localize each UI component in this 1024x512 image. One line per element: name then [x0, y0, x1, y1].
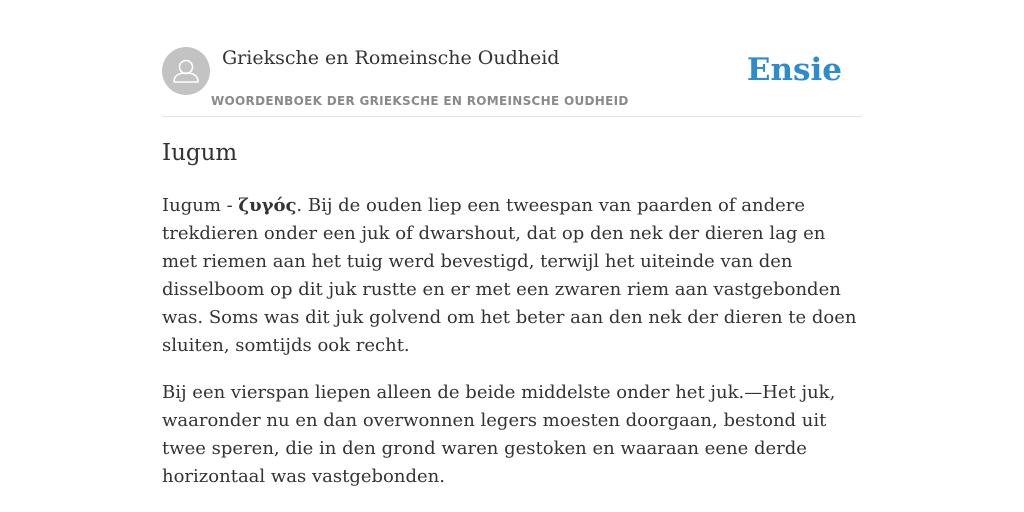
entry-title: Iugum: [162, 140, 238, 166]
page-header: [162, 46, 862, 117]
entry-body: [162, 192, 862, 510]
source-subtitle: WOORDENBOEK DER GRIEKSCHE EN ROMEINSCHE OUDHEID: [211, 94, 629, 108]
entry-text: . Bij de ouden liep een tweespan van paarden of andere trekdieren onder een juk of dwarshout, dat op den nek der dieren lag en met riemen aan het tuig werd bevestigd, terwijl het uiteinde van den disselboom op dit juk rustte en er met een zwaren riem aan vastgebonden was. Soms was dit juk golvend om het beter aan den nek der dieren te doen sluiten, somtijds ook recht.: [162, 195, 857, 356]
entry-paragraph: [162, 192, 862, 360]
source-title[interactable]: Grieksche en Romeinsche Oudheid: [222, 47, 560, 69]
user-icon[interactable]: [162, 47, 210, 95]
greek-term: ζυγός: [238, 195, 297, 216]
entry-lead: Iugum -: [162, 195, 239, 216]
brand-logo[interactable]: Ensie: [746, 52, 842, 88]
entry-paragraph: Bij een vierspan liepen alleen de beide middelste onder het juk.—Het juk, waaronder nu en dan overwonnen legers moesten doorgaan, bestond uit twee speren, die in den grond waren gestoken en waaraan eene derde horizontaal was vastgebonden.: [162, 382, 836, 487]
